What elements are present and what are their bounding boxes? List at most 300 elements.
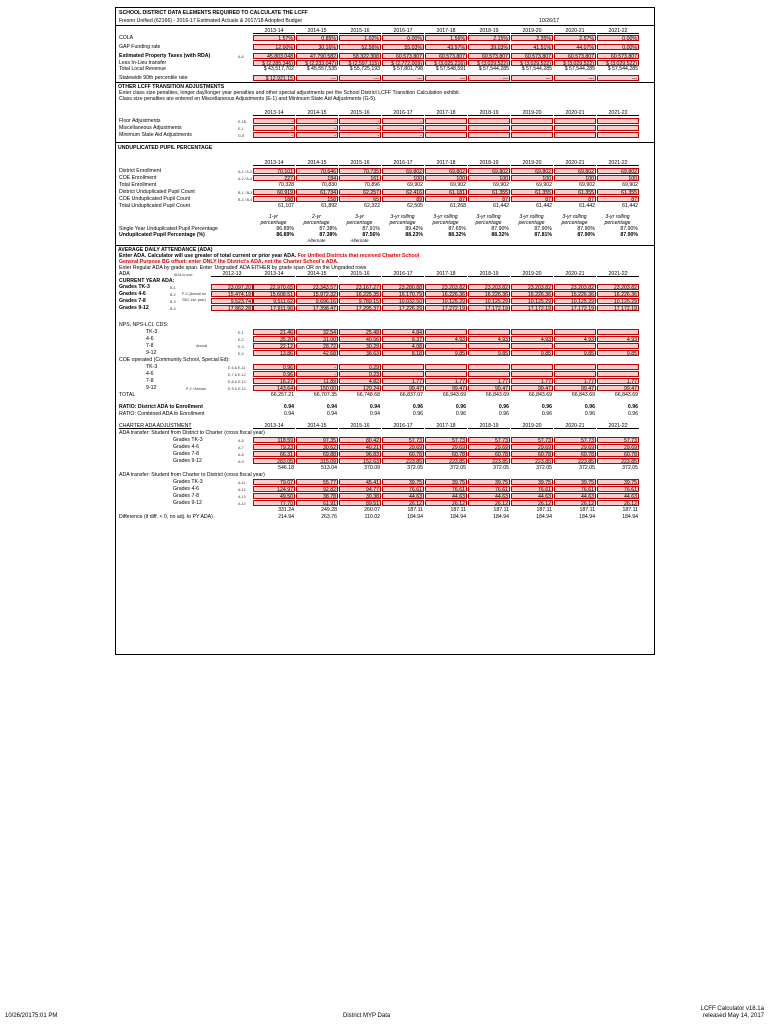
input-cell[interactable] xyxy=(597,329,639,335)
year-header: 2013-14 xyxy=(253,28,295,34)
input-cell[interactable]: 22,970.65 xyxy=(253,284,295,290)
input-cell[interactable]: $ (3,029,522) xyxy=(511,60,553,66)
input-cell[interactable]: - xyxy=(296,364,338,370)
input-cell[interactable]: 17,172.19 xyxy=(511,305,553,311)
input-cell[interactable]: 62,257 xyxy=(339,189,381,195)
input-cell[interactable]: 0.96 xyxy=(253,364,295,370)
input-cell[interactable]: 23,203.82 xyxy=(468,284,510,290)
input-cell[interactable]: 100 xyxy=(468,175,510,181)
input-cell[interactable]: 29.69 xyxy=(511,444,553,450)
input-cell[interactable] xyxy=(554,343,596,349)
input-cell[interactable]: 76.61 xyxy=(554,486,596,492)
input-cell[interactable]: 60,573,807 xyxy=(425,53,467,59)
input-cell[interactable]: 30.62 xyxy=(296,444,338,450)
input-cell[interactable]: 60,573,807 xyxy=(468,53,510,59)
input-cell[interactable] xyxy=(511,125,553,131)
input-cell[interactable]: 76.61 xyxy=(511,486,553,492)
input-cell[interactable]: 23,343.57 xyxy=(296,284,338,290)
input-cell[interactable]: 23,097.20 xyxy=(211,284,253,290)
input-cell[interactable]: 2.35% xyxy=(511,35,553,41)
input-cell[interactable]: 158 xyxy=(296,196,338,202)
input-cell[interactable] xyxy=(468,125,510,131)
input-cell[interactable]: - xyxy=(253,125,295,131)
input-cell[interactable]: 70,646 xyxy=(296,168,338,174)
input-cell[interactable]: 60.78 xyxy=(554,451,596,457)
input-cell[interactable]: 70,735 xyxy=(339,168,381,174)
input-cell[interactable]: 12.00% xyxy=(253,44,295,50)
input-cell[interactable]: 0.00% xyxy=(597,35,639,41)
input-cell[interactable] xyxy=(597,364,639,370)
input-cell[interactable]: - xyxy=(296,118,338,124)
input-cell[interactable]: 17,911.96 xyxy=(253,305,295,311)
input-cell[interactable]: 9,696.16 xyxy=(296,298,338,304)
input-cell[interactable]: 0.00% xyxy=(597,44,639,50)
input-cell[interactable]: 55.77 xyxy=(296,479,338,485)
input-cell[interactable]: 4.93 xyxy=(554,336,596,342)
input-cell[interactable]: 60,919 xyxy=(253,189,295,195)
input-cell[interactable]: 61,355 xyxy=(554,189,596,195)
input-cell[interactable]: 283.05 xyxy=(253,458,295,464)
input-cell[interactable] xyxy=(468,132,510,138)
input-cell[interactable]: 15,972.32 xyxy=(296,291,338,297)
input-cell[interactable]: 69,802 xyxy=(511,168,553,174)
input-cell[interactable]: 16.27 xyxy=(253,378,295,384)
value-cell: 87.91% xyxy=(362,226,380,232)
input-cell[interactable]: 26.12 xyxy=(468,500,510,506)
input-cell[interactable]: 17,398.47 xyxy=(296,305,338,311)
input-cell[interactable]: 76.61 xyxy=(468,486,510,492)
input-cell[interactable]: $ (2,233,047) xyxy=(296,60,338,66)
input-cell[interactable]: 17,226.29 xyxy=(382,305,424,311)
input-cell[interactable]: 26.12 xyxy=(597,500,639,506)
input-cell[interactable]: 10,125.29 xyxy=(468,298,510,304)
input-cell[interactable]: 0.29 xyxy=(339,364,381,370)
input-cell[interactable]: 76.61 xyxy=(597,486,639,492)
input-cell[interactable]: - xyxy=(253,118,295,124)
input-cell[interactable]: 1.56% xyxy=(425,35,467,41)
input-cell[interactable]: 94.77 xyxy=(339,486,381,492)
input-cell[interactable]: 45.41 xyxy=(339,479,381,485)
input-cell[interactable]: 39.75 xyxy=(511,479,553,485)
input-cell[interactable]: 35.20 xyxy=(253,336,295,342)
input-cell[interactable] xyxy=(468,364,510,370)
input-cell[interactable] xyxy=(425,132,467,138)
input-cell[interactable]: - xyxy=(296,132,338,138)
input-cell[interactable]: 9,511.62 xyxy=(253,298,295,304)
input-cell[interactable]: 23,203.82 xyxy=(597,284,639,290)
input-cell[interactable]: 57.73 xyxy=(425,437,467,443)
input-cell[interactable]: 10,125.29 xyxy=(554,298,596,304)
input-cell[interactable]: 89.51 xyxy=(339,500,381,506)
input-cell[interactable]: 38.63 xyxy=(339,350,381,356)
input-cell[interactable]: 161 xyxy=(339,175,381,181)
input-cell[interactable]: 23,203.82 xyxy=(554,284,596,290)
value-cell: 86.89% xyxy=(276,226,294,232)
input-cell[interactable]: 65 xyxy=(339,196,381,202)
input-cell[interactable]: 44.63 xyxy=(511,493,553,499)
input-cell[interactable]: 60,573,807 xyxy=(554,53,596,59)
input-cell[interactable]: 23,280.88 xyxy=(382,284,424,290)
input-cell[interactable]: 0.85% xyxy=(296,35,338,41)
input-cell[interactable]: - xyxy=(296,371,338,377)
input-cell[interactable]: 44.63 xyxy=(554,493,596,499)
input-cell[interactable]: --- xyxy=(339,75,381,81)
input-cell[interactable]: 4.93 xyxy=(425,336,467,342)
input-cell[interactable] xyxy=(554,371,596,377)
input-cell[interactable]: 17,172.19 xyxy=(468,305,510,311)
input-cell[interactable]: --- xyxy=(425,75,467,81)
input-cell[interactable]: 38.78 xyxy=(296,493,338,499)
input-cell[interactable]: 1.02% xyxy=(339,35,381,41)
input-cell[interactable] xyxy=(597,343,639,349)
input-cell[interactable]: 60.78 xyxy=(425,451,467,457)
input-cell[interactable]: 40.56 xyxy=(339,336,381,342)
input-cell[interactable]: 223.85 xyxy=(425,458,467,464)
input-cell[interactable]: 118.59 xyxy=(253,437,295,443)
input-cell[interactable]: 69,802 xyxy=(554,168,596,174)
input-cell[interactable]: 79.23 xyxy=(253,444,295,450)
input-cell[interactable]: $ (3,029,522) xyxy=(597,60,639,66)
input-cell[interactable]: 26.12 xyxy=(511,500,553,506)
input-cell[interactable]: 1.57% xyxy=(253,35,295,41)
input-cell[interactable]: 60,573,807 xyxy=(511,53,553,59)
input-cell[interactable]: 9.85 xyxy=(554,350,596,356)
input-cell[interactable]: 4.08 xyxy=(382,343,424,349)
input-cell[interactable]: 1.77 xyxy=(597,378,639,384)
input-cell[interactable]: 58,322,308 xyxy=(339,53,381,59)
input-cell[interactable] xyxy=(554,329,596,335)
input-cell[interactable]: --- xyxy=(597,75,639,81)
input-cell[interactable]: 152.63 xyxy=(339,458,381,464)
input-cell[interactable]: 9,789.15 xyxy=(339,298,381,304)
input-cell[interactable]: 29.69 xyxy=(597,444,639,450)
input-cell[interactable]: 4.93 xyxy=(468,336,510,342)
input-cell[interactable]: - xyxy=(253,132,295,138)
input-cell[interactable]: 60,573,807 xyxy=(382,53,424,59)
input-cell[interactable]: 60.78 xyxy=(597,451,639,457)
input-cell[interactable]: 100 xyxy=(511,175,553,181)
input-cell[interactable]: 42.68 xyxy=(296,350,338,356)
input-cell[interactable] xyxy=(382,371,424,377)
input-cell[interactable]: 124.97 xyxy=(253,486,295,492)
input-cell[interactable]: 44.07% xyxy=(554,44,596,50)
input-cell[interactable]: $ (2,285,346) xyxy=(253,60,295,66)
input-cell[interactable]: 143.64 xyxy=(253,385,295,391)
input-cell[interactable]: 1.77 xyxy=(382,378,424,384)
input-cell[interactable]: 66.31 xyxy=(253,451,295,457)
input-cell[interactable]: 223.85 xyxy=(554,458,596,464)
input-cell[interactable]: 23,203.82 xyxy=(425,284,467,290)
input-cell[interactable]: 57.73 xyxy=(382,437,424,443)
input-cell[interactable] xyxy=(511,364,553,370)
input-cell[interactable]: 315.09 xyxy=(296,458,338,464)
input-cell[interactable]: - xyxy=(339,118,381,124)
input-cell[interactable]: 87 xyxy=(511,196,553,202)
input-cell[interactable]: $ (2,597,115) xyxy=(339,60,381,66)
input-cell[interactable]: 23,167.27 xyxy=(339,284,381,290)
input-cell[interactable]: 0.23 xyxy=(339,371,381,377)
input-cell[interactable]: 188 xyxy=(253,196,295,202)
input-cell[interactable]: 60,573,807 xyxy=(597,53,639,59)
input-cell[interactable]: 17,172.19 xyxy=(597,305,639,311)
input-cell[interactable] xyxy=(554,125,596,131)
input-cell[interactable]: 89 xyxy=(382,196,424,202)
input-cell[interactable]: 92.82 xyxy=(296,486,338,492)
input-cell[interactable]: 26.12 xyxy=(425,500,467,506)
input-cell[interactable]: 29.69 xyxy=(468,444,510,450)
input-cell[interactable]: 39.03% xyxy=(468,44,510,50)
input-cell[interactable]: 223.85 xyxy=(597,458,639,464)
input-cell[interactable]: 61,355 xyxy=(597,189,639,195)
input-cell[interactable]: 77.70 xyxy=(253,500,295,506)
pct-header: 3-yr rolling xyxy=(476,214,501,220)
input-cell[interactable]: 44.63 xyxy=(425,493,467,499)
input-cell[interactable]: $ (2,772,009) xyxy=(382,60,424,66)
input-cell[interactable]: 31.00 xyxy=(296,336,338,342)
year-header: 2020-21 xyxy=(554,28,596,34)
input-cell[interactable]: 80.42 xyxy=(339,437,381,443)
input-cell[interactable]: 69,802 xyxy=(425,168,467,174)
input-cell[interactable]: $ (3,029,522) xyxy=(468,60,510,66)
input-cell[interactable]: 22.12 xyxy=(253,343,295,349)
input-cell[interactable]: - xyxy=(382,118,424,124)
input-cell[interactable]: 61,355 xyxy=(468,189,510,195)
input-cell[interactable] xyxy=(382,364,424,370)
input-cell[interactable]: 150.00 xyxy=(296,385,338,391)
input-cell[interactable]: 99.47 xyxy=(382,385,424,391)
input-cell[interactable]: 227 xyxy=(253,175,295,181)
input-cell[interactable]: 45,803,048 xyxy=(253,53,295,59)
input-cell[interactable] xyxy=(425,329,467,335)
input-cell[interactable]: 76.61 xyxy=(382,486,424,492)
input-cell[interactable]: 57.73 xyxy=(597,437,639,443)
input-cell[interactable]: 9.85 xyxy=(468,350,510,356)
input-cell[interactable]: 61,355 xyxy=(511,189,553,195)
input-cell[interactable]: 69,802 xyxy=(468,168,510,174)
input-cell[interactable]: 30.16% xyxy=(296,44,338,50)
input-cell[interactable]: 17,272.19 xyxy=(425,305,467,311)
input-cell[interactable]: $ 12,921.15 xyxy=(253,75,295,81)
input-cell[interactable]: 10,125.29 xyxy=(425,298,467,304)
input-cell[interactable] xyxy=(468,329,510,335)
input-cell[interactable]: 61,734 xyxy=(296,189,338,195)
input-cell[interactable] xyxy=(597,125,639,131)
input-cell[interactable]: 29.69 xyxy=(554,444,596,450)
input-cell[interactable]: 11.89 xyxy=(296,378,338,384)
input-cell[interactable] xyxy=(554,118,596,124)
input-cell[interactable]: 4.93 xyxy=(597,336,639,342)
input-cell[interactable]: - xyxy=(339,125,381,131)
input-cell[interactable] xyxy=(425,364,467,370)
input-cell[interactable]: 21.46 xyxy=(253,329,295,335)
input-cell[interactable]: 39.75 xyxy=(468,479,510,485)
input-cell[interactable]: 0.00% xyxy=(382,35,424,41)
input-cell[interactable]: 99.47 xyxy=(425,385,467,391)
input-cell[interactable] xyxy=(511,329,553,335)
input-cell[interactable]: --- xyxy=(511,75,553,81)
input-cell[interactable] xyxy=(468,371,510,377)
input-cell[interactable]: 79.07 xyxy=(253,479,295,485)
input-cell[interactable]: 8.37 xyxy=(382,336,424,342)
input-cell[interactable]: 61,181 xyxy=(425,189,467,195)
input-cell[interactable] xyxy=(425,371,467,377)
input-cell[interactable]: 40.21 xyxy=(339,444,381,450)
input-cell[interactable]: 87 xyxy=(554,196,596,202)
input-cell[interactable]: 4.82 xyxy=(339,378,381,384)
input-cell[interactable]: 47,790,582 xyxy=(296,53,338,59)
input-cell[interactable] xyxy=(597,132,639,138)
input-cell[interactable]: 129.24 xyxy=(339,385,381,391)
input-cell[interactable]: --- xyxy=(296,75,338,81)
input-cell[interactable]: 15,608.51 xyxy=(253,291,295,297)
input-cell[interactable]: 9.85 xyxy=(425,350,467,356)
input-cell[interactable] xyxy=(425,343,467,349)
input-cell[interactable]: 16,226.36 xyxy=(468,291,510,297)
input-cell[interactable]: 23,203.82 xyxy=(511,284,553,290)
row-label: Grades 9-12 xyxy=(173,458,202,464)
input-cell[interactable]: 17,862.28 xyxy=(211,305,253,311)
input-cell[interactable]: 1.77 xyxy=(425,378,467,384)
input-cell[interactable]: 99.47 xyxy=(511,385,553,391)
input-cell[interactable]: --- xyxy=(382,75,424,81)
input-cell[interactable]: 10,032.50 xyxy=(382,298,424,304)
input-cell[interactable] xyxy=(511,132,553,138)
input-cell[interactable]: 62,416 xyxy=(382,189,424,195)
input-cell[interactable] xyxy=(511,343,553,349)
input-cell[interactable] xyxy=(597,118,639,124)
input-cell[interactable]: 30.38 xyxy=(339,493,381,499)
input-cell[interactable]: 60.78 xyxy=(468,451,510,457)
input-cell[interactable]: --- xyxy=(468,75,510,81)
input-cell[interactable]: 16,226.36 xyxy=(425,291,467,297)
input-cell[interactable]: 15,474.19 xyxy=(211,291,253,297)
input-cell[interactable]: 10,125.29 xyxy=(511,298,553,304)
input-cell[interactable]: 49.50 xyxy=(253,493,295,499)
input-cell[interactable]: --- xyxy=(554,75,596,81)
input-cell[interactable]: 4.93 xyxy=(511,336,553,342)
input-cell[interactable]: 32.54 xyxy=(296,329,338,335)
input-cell[interactable]: 223.85 xyxy=(511,458,553,464)
input-cell[interactable] xyxy=(597,371,639,377)
input-cell[interactable]: 30.29 xyxy=(339,343,381,349)
input-cell[interactable]: 9.85 xyxy=(597,350,639,356)
input-cell[interactable]: 96.83 xyxy=(339,451,381,457)
input-cell[interactable]: 9,523.74 xyxy=(211,298,253,304)
row-label: RATIO: District ADA to Enrollment xyxy=(119,404,203,410)
input-cell[interactable] xyxy=(425,125,467,131)
input-cell[interactable]: 87 xyxy=(468,196,510,202)
input-cell[interactable] xyxy=(554,132,596,138)
input-cell[interactable]: 57.73 xyxy=(468,437,510,443)
input-cell[interactable]: 69,802 xyxy=(382,168,424,174)
input-cell[interactable]: 39.75 xyxy=(597,479,639,485)
input-cell[interactable]: 16,226.36 xyxy=(511,291,553,297)
input-cell[interactable]: 1.77 xyxy=(511,378,553,384)
input-cell[interactable]: 16,226.36 xyxy=(597,291,639,297)
input-cell[interactable]: 100 xyxy=(597,175,639,181)
input-cell[interactable]: 13.86 xyxy=(253,350,295,356)
input-cell[interactable]: 100 xyxy=(382,175,424,181)
input-cell[interactable]: 39.75 xyxy=(554,479,596,485)
input-cell[interactable]: 1.77 xyxy=(468,378,510,384)
input-cell[interactable]: 44.63 xyxy=(468,493,510,499)
input-cell[interactable]: 28.72 xyxy=(296,343,338,349)
input-cell[interactable] xyxy=(468,118,510,124)
input-cell[interactable]: 55.03% xyxy=(382,44,424,50)
input-cell[interactable]: 39.75 xyxy=(425,479,467,485)
input-cell[interactable]: 26.12 xyxy=(382,500,424,506)
input-cell[interactable]: 17,295.37 xyxy=(339,305,381,311)
input-cell[interactable]: 10,125.29 xyxy=(597,298,639,304)
input-cell[interactable]: 16,225.35 xyxy=(339,291,381,297)
input-cell[interactable]: 60.78 xyxy=(511,451,553,457)
input-cell[interactable]: 223.85 xyxy=(382,458,424,464)
input-cell[interactable]: $ (3,029,522) xyxy=(554,60,596,66)
input-cell[interactable]: $ (3,025,216) xyxy=(425,60,467,66)
input-cell[interactable]: 97.35 xyxy=(296,437,338,443)
row-code: E-9 & E-14 xyxy=(228,387,246,391)
input-cell[interactable]: 76.61 xyxy=(425,486,467,492)
input-cell[interactable]: 26.12 xyxy=(554,500,596,506)
input-cell[interactable]: 57.73 xyxy=(511,437,553,443)
input-cell[interactable]: 2.15% xyxy=(468,35,510,41)
input-cell[interactable]: 61.91 xyxy=(296,500,338,506)
input-cell[interactable]: 223.85 xyxy=(468,458,510,464)
input-cell[interactable]: 52.56% xyxy=(339,44,381,50)
input-cell[interactable]: 1.77 xyxy=(554,378,596,384)
input-cell[interactable]: 184 xyxy=(296,175,338,181)
input-cell[interactable]: 17,172.19 xyxy=(554,305,596,311)
input-cell[interactable]: 100 xyxy=(425,175,467,181)
input-cell[interactable]: 4.84 xyxy=(382,329,424,335)
input-cell[interactable]: 25.48 xyxy=(339,329,381,335)
input-cell[interactable]: - xyxy=(339,132,381,138)
input-cell[interactable]: 69,802 xyxy=(597,168,639,174)
input-cell[interactable]: 41.51% xyxy=(511,44,553,50)
input-cell[interactable] xyxy=(425,118,467,124)
input-cell[interactable]: 9.85 xyxy=(511,350,553,356)
input-cell[interactable]: 87 xyxy=(425,196,467,202)
input-cell[interactable]: 99.47 xyxy=(468,385,510,391)
input-cell[interactable]: 87 xyxy=(597,196,639,202)
input-cell[interactable]: 60.78 xyxy=(382,451,424,457)
input-cell[interactable]: 16,170.79 xyxy=(382,291,424,297)
input-cell[interactable]: 44.63 xyxy=(382,493,424,499)
input-cell[interactable]: 2.57% xyxy=(554,35,596,41)
input-cell[interactable]: 39.75 xyxy=(382,479,424,485)
input-cell[interactable]: 57.73 xyxy=(554,437,596,443)
input-cell[interactable]: 99.47 xyxy=(597,385,639,391)
input-cell[interactable] xyxy=(511,371,553,377)
input-cell[interactable]: 8.18 xyxy=(382,350,424,356)
input-cell[interactable]: 0.96 xyxy=(253,371,295,377)
input-cell[interactable]: 100 xyxy=(554,175,596,181)
input-cell[interactable]: 69.88 xyxy=(296,451,338,457)
input-cell[interactable] xyxy=(554,364,596,370)
input-cell[interactable]: - xyxy=(382,132,424,138)
input-cell[interactable]: 44.63 xyxy=(597,493,639,499)
input-cell[interactable] xyxy=(511,118,553,124)
input-cell[interactable]: 70,101 xyxy=(253,168,295,174)
input-cell[interactable] xyxy=(468,343,510,349)
input-cell[interactable]: 29.69 xyxy=(382,444,424,450)
input-cell[interactable]: 29.69 xyxy=(425,444,467,450)
input-cell[interactable]: - xyxy=(382,125,424,131)
input-cell[interactable]: 43.97% xyxy=(425,44,467,50)
input-cell[interactable]: 16,226.36 xyxy=(554,291,596,297)
input-cell[interactable]: 99.47 xyxy=(554,385,596,391)
input-cell[interactable]: - xyxy=(296,125,338,131)
